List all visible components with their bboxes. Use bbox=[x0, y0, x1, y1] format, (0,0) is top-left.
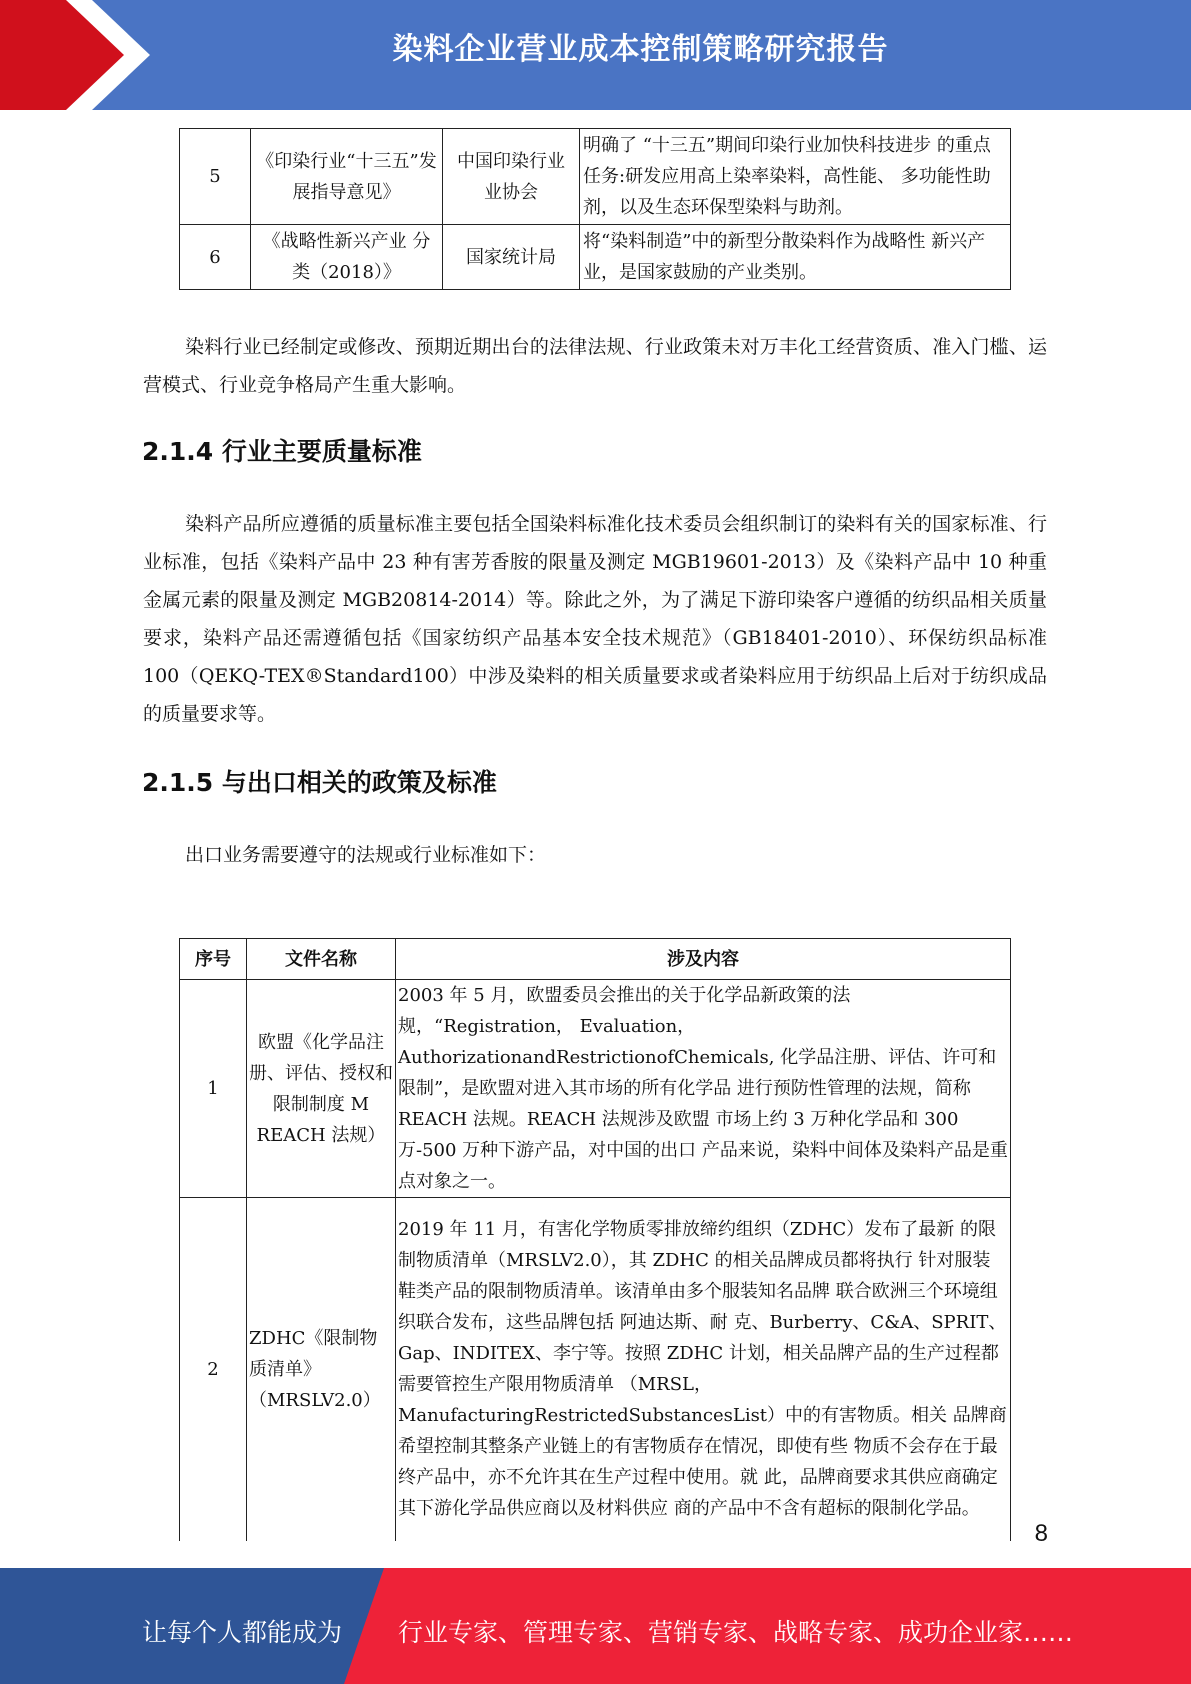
section-heading-export-policies: 2.1.5 与出口相关的政策及标准 bbox=[142, 768, 497, 797]
document-content: 明确了 “十三五”期间印染行业加快科技进步 的重点任务:研发应用高上染率染料，高性能、 多功能性助剂，以及生态环保型染料与助剂。 bbox=[580, 129, 1011, 225]
page-header bbox=[0, 0, 1191, 110]
table-row bbox=[180, 129, 1011, 225]
document-content: 2019 年 11 月，有害化学物质零排放缔约组织（ZDHC）发布了最新 的限制物质清单（MRSLV2.0），其 ZDHC 的相关品牌成员都将执行 针对服装鞋类产品的限制物质清单。该清单由多个服装知名品牌 联合欧洲三个环境组织联合发布，这些品牌包括 阿迪达斯、耐 克、Burberry、C&A、SPRIT、Gap、INDITEX、李宁等。按照 ZDHC 计划，相关品牌产品的生产过程都需要管控生产限用物质清单 （MRSL，ManufacturingRestrictedSubstancesList）中的有害物质。相关 品牌商希望控制其整条产业链上的有害物质存在情况，即使有些 物质不会存在于最终产品中，亦不允许其在生产过程中使用。就 此，品牌商要求其供应商确定其下游化学品供应商以及材料供应 商的产品中不含有超标的限制化学品。 bbox=[396, 1198, 1011, 1541]
issuing-organization: 国家统计局 bbox=[443, 225, 580, 290]
table-row bbox=[180, 980, 1011, 1198]
row-number: 6 bbox=[180, 225, 251, 290]
column-header-content: 涉及内容 bbox=[396, 939, 1011, 980]
table-row bbox=[180, 225, 1011, 290]
document-name: 欧盟《化学品注册、评估、授权和限制制度 M REACH 法规） bbox=[247, 980, 396, 1198]
row-number: 1 bbox=[180, 980, 247, 1198]
column-header-document: 文件名称 bbox=[247, 939, 396, 980]
issuing-organization: 中国印染行业 业协会 bbox=[443, 129, 580, 225]
document-content: 将“染料制造”中的新型分散染料作为战略性 新兴产业，是国家鼓励的产业类别。 bbox=[580, 225, 1011, 290]
row-number: 2 bbox=[180, 1198, 247, 1541]
footer-slogan-right: 行业专家、管理专家、营销专家、战略专家、成功企业家…… bbox=[398, 1618, 1074, 1647]
table-header-row bbox=[180, 939, 1011, 980]
report-title: 染料企业营业成本控制策略研究报告 bbox=[392, 32, 889, 67]
paragraph-regulation-impact: 染料行业已经制定或修改、预期近期出台的法律法规、行业政策未对万丰化工经营资质、准入门槛、运营模式、行业竞争格局产生重大影响。 bbox=[143, 336, 1047, 396]
section-heading-quality-standards: 2.1.4 行业主要质量标准 bbox=[142, 437, 422, 466]
document-name: ZDHC《限制物质清单》（MRSLV2.0） bbox=[247, 1198, 396, 1541]
page-number: 8 bbox=[1034, 1520, 1048, 1547]
export-standards-table bbox=[179, 938, 1011, 1541]
document-name: 《印染行业“十三五”发展指导意见》 bbox=[251, 129, 443, 225]
table-row bbox=[180, 1198, 1011, 1541]
paragraph-export-intro: 出口业务需要遵守的法规或行业标准如下： bbox=[185, 844, 547, 866]
document-content: 2003 年 5 月，欧盟委员会推出的关于化学品新政策的法规，“Registration， Evaluation， AuthorizationandRestrictionofChemicals, 化学品注册、评估、许可和限制”，是欧盟对进入其市场的所有化学品 进行预防性管理的法规，简称 REACH 法规。REACH 法规涉及欧盟 市场上约 3 万种化学品和 300 万-500 万种下游产品，对中国的出口 产品来说，染料中间体及染料产品是重点对象之一。 bbox=[396, 980, 1011, 1198]
column-header-number: 序号 bbox=[180, 939, 247, 980]
policy-table bbox=[179, 128, 1011, 290]
row-number: 5 bbox=[180, 129, 251, 225]
document-name: 《战略性新兴产业 分类（2018）》 bbox=[251, 225, 443, 290]
page-footer bbox=[0, 1568, 1191, 1684]
paragraph-quality-standards: 染料产品所应遵循的质量标准主要包括全国染料标准化技术委员会组织制订的染料有关的国家标准、行业标准，包括《染料产品中 23 种有害芳香胺的限量及测定 MGB19601-2013）及《染料产品中 10 种重金属元素的限量及测定 MGB20814-2014）等。除此之外，为了满足下游印染客户遵循的纺织品相关质量要求，染料产品还需遵循包括《国家纺织产品基本安全技术规范》（GB18401-2010）、环保纺织品标准 100（QEKQ-TEX®Standard100）中涉及染料的相关质量要求或者染料应用于纺织品上后对于纺织成品的质量要求等。 bbox=[143, 513, 1047, 725]
footer-slogan-left: 让每个人都能成为 bbox=[142, 1618, 343, 1647]
